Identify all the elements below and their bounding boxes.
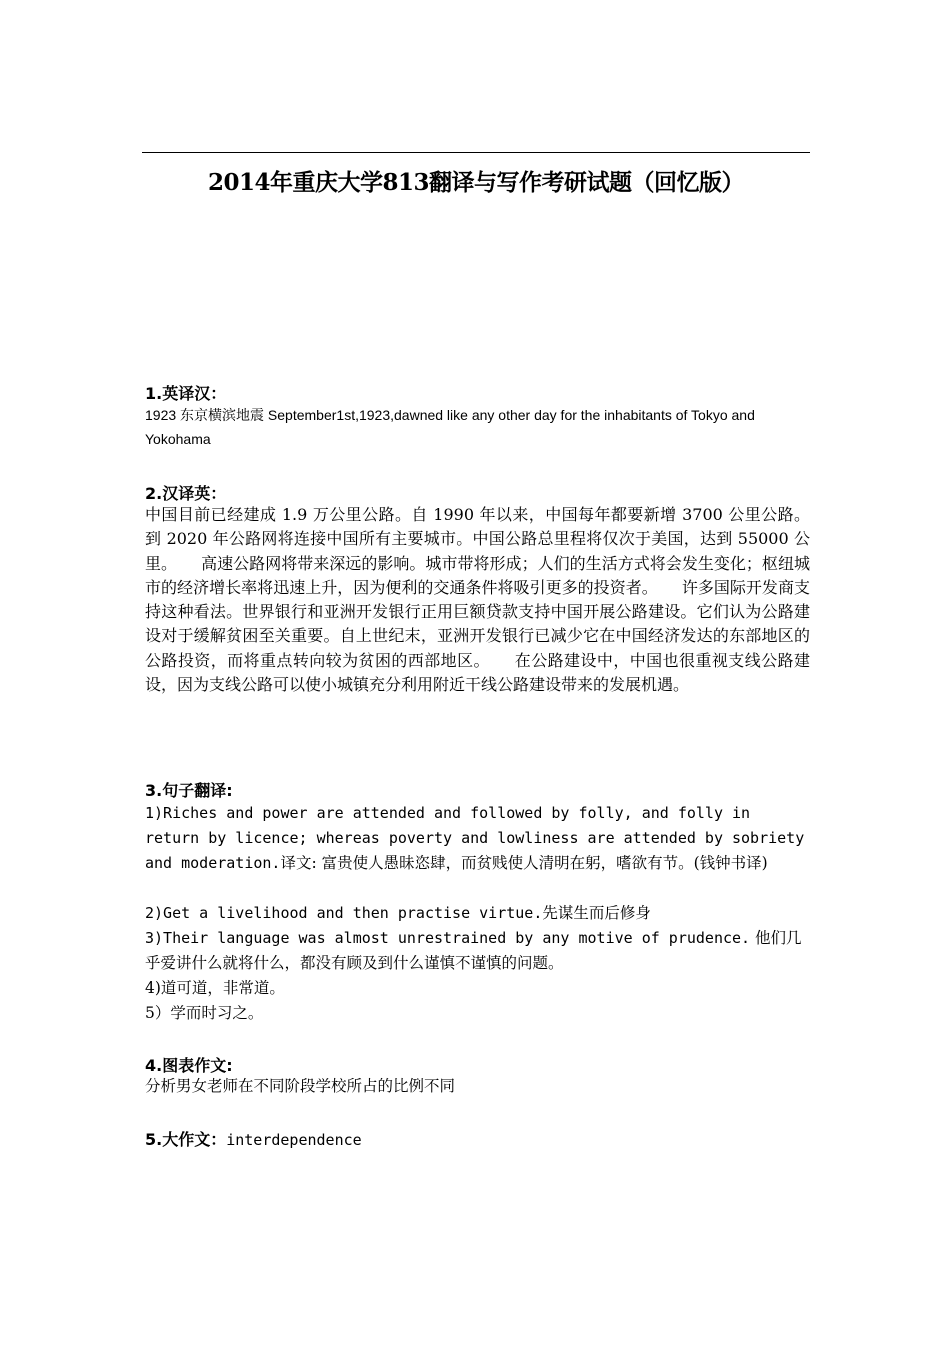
section-4-heading: 4.图表作文: xyxy=(145,1056,233,1075)
section-5-label: 5.大作文： xyxy=(145,1130,227,1149)
section-1-text: 1923 东京横滨地震 September1st,1923,dawned like any other day for the inhabitants of Tokyo and Yokohama xyxy=(145,407,755,447)
item-1-chinese: 译文: 富贵使人愚昧恣肆，而贫贱使人清明在躬，嗜欲有节。(钱钟书译) xyxy=(280,854,768,872)
header-rule xyxy=(142,152,810,153)
item-2-english: 2)Get a livelihood and then practise virtue. xyxy=(145,904,543,922)
section-3-item-4: 4)道可道，非常道。 xyxy=(145,979,285,997)
page-title: 2014年重庆大学813翻译与写作考研试题（回忆版） xyxy=(207,169,745,196)
section-3-item-1 xyxy=(145,801,810,876)
section-5-topic: interdependence xyxy=(226,1131,362,1149)
item-1-english: 1)Riches and power are attended and followed by folly, and folly in return by licence; whereas poverty and lowliness are attended by sobriety and moderation. xyxy=(145,804,805,872)
section-3-item-2 xyxy=(145,901,810,926)
item-3-chinese: 他们几乎爱讲什么就将什么，都没有顾及到什么谨慎不谨慎的问题。 xyxy=(145,929,802,972)
section-2-heading: 2.汉译英： xyxy=(145,484,227,503)
section-5-heading xyxy=(145,1127,362,1150)
section-4-text: 分析男女老师在不同阶段学校所占的比例不同 xyxy=(145,1077,456,1095)
section-3-item-3 xyxy=(145,926,810,976)
item-2-chinese: 先谋生而后修身 xyxy=(542,904,651,922)
section-2-text: 中国目前已经建成 1.9 万公里公路。自 1990 年以来，中国每年都要新增 3700 公里公路。到 2020 年公路网将连接中国所有主要城市。中国公路总里程将仅次于美国，达到 55000 公里。 高速公路网将带来深远的影响。城市带将形成；人们的生活方式将会发生变化；枢纽城市的经济增长率将迅速上升，因为便利的交通条件将吸引更多的投资者。 许多国际开发商支持这种看法。世界银行和亚洲开发银行正用巨额贷款支持中国开展公路建设。它们认为公路建设对于缓解贫困至关重要。自上世纪末，亚洲开发银行已减少它在中国经济发达的东部地区的公路投资，而将重点转向较为贫困的西部地区。 在公路建设中，中国也很重视支线公路建设，因为支线公路可以使小城镇充分利用附近干线公路建设带来的发展机遇。 xyxy=(145,505,810,695)
item-3-english: 3)Their language was almost unrestrained by any motive of prudence. xyxy=(145,929,751,947)
section-1-heading: 1.英译汉： xyxy=(145,384,227,403)
section-3-item-5: 5）学而时习之。 xyxy=(145,1004,264,1022)
section-3-heading: 3.句子翻译: xyxy=(145,781,233,800)
